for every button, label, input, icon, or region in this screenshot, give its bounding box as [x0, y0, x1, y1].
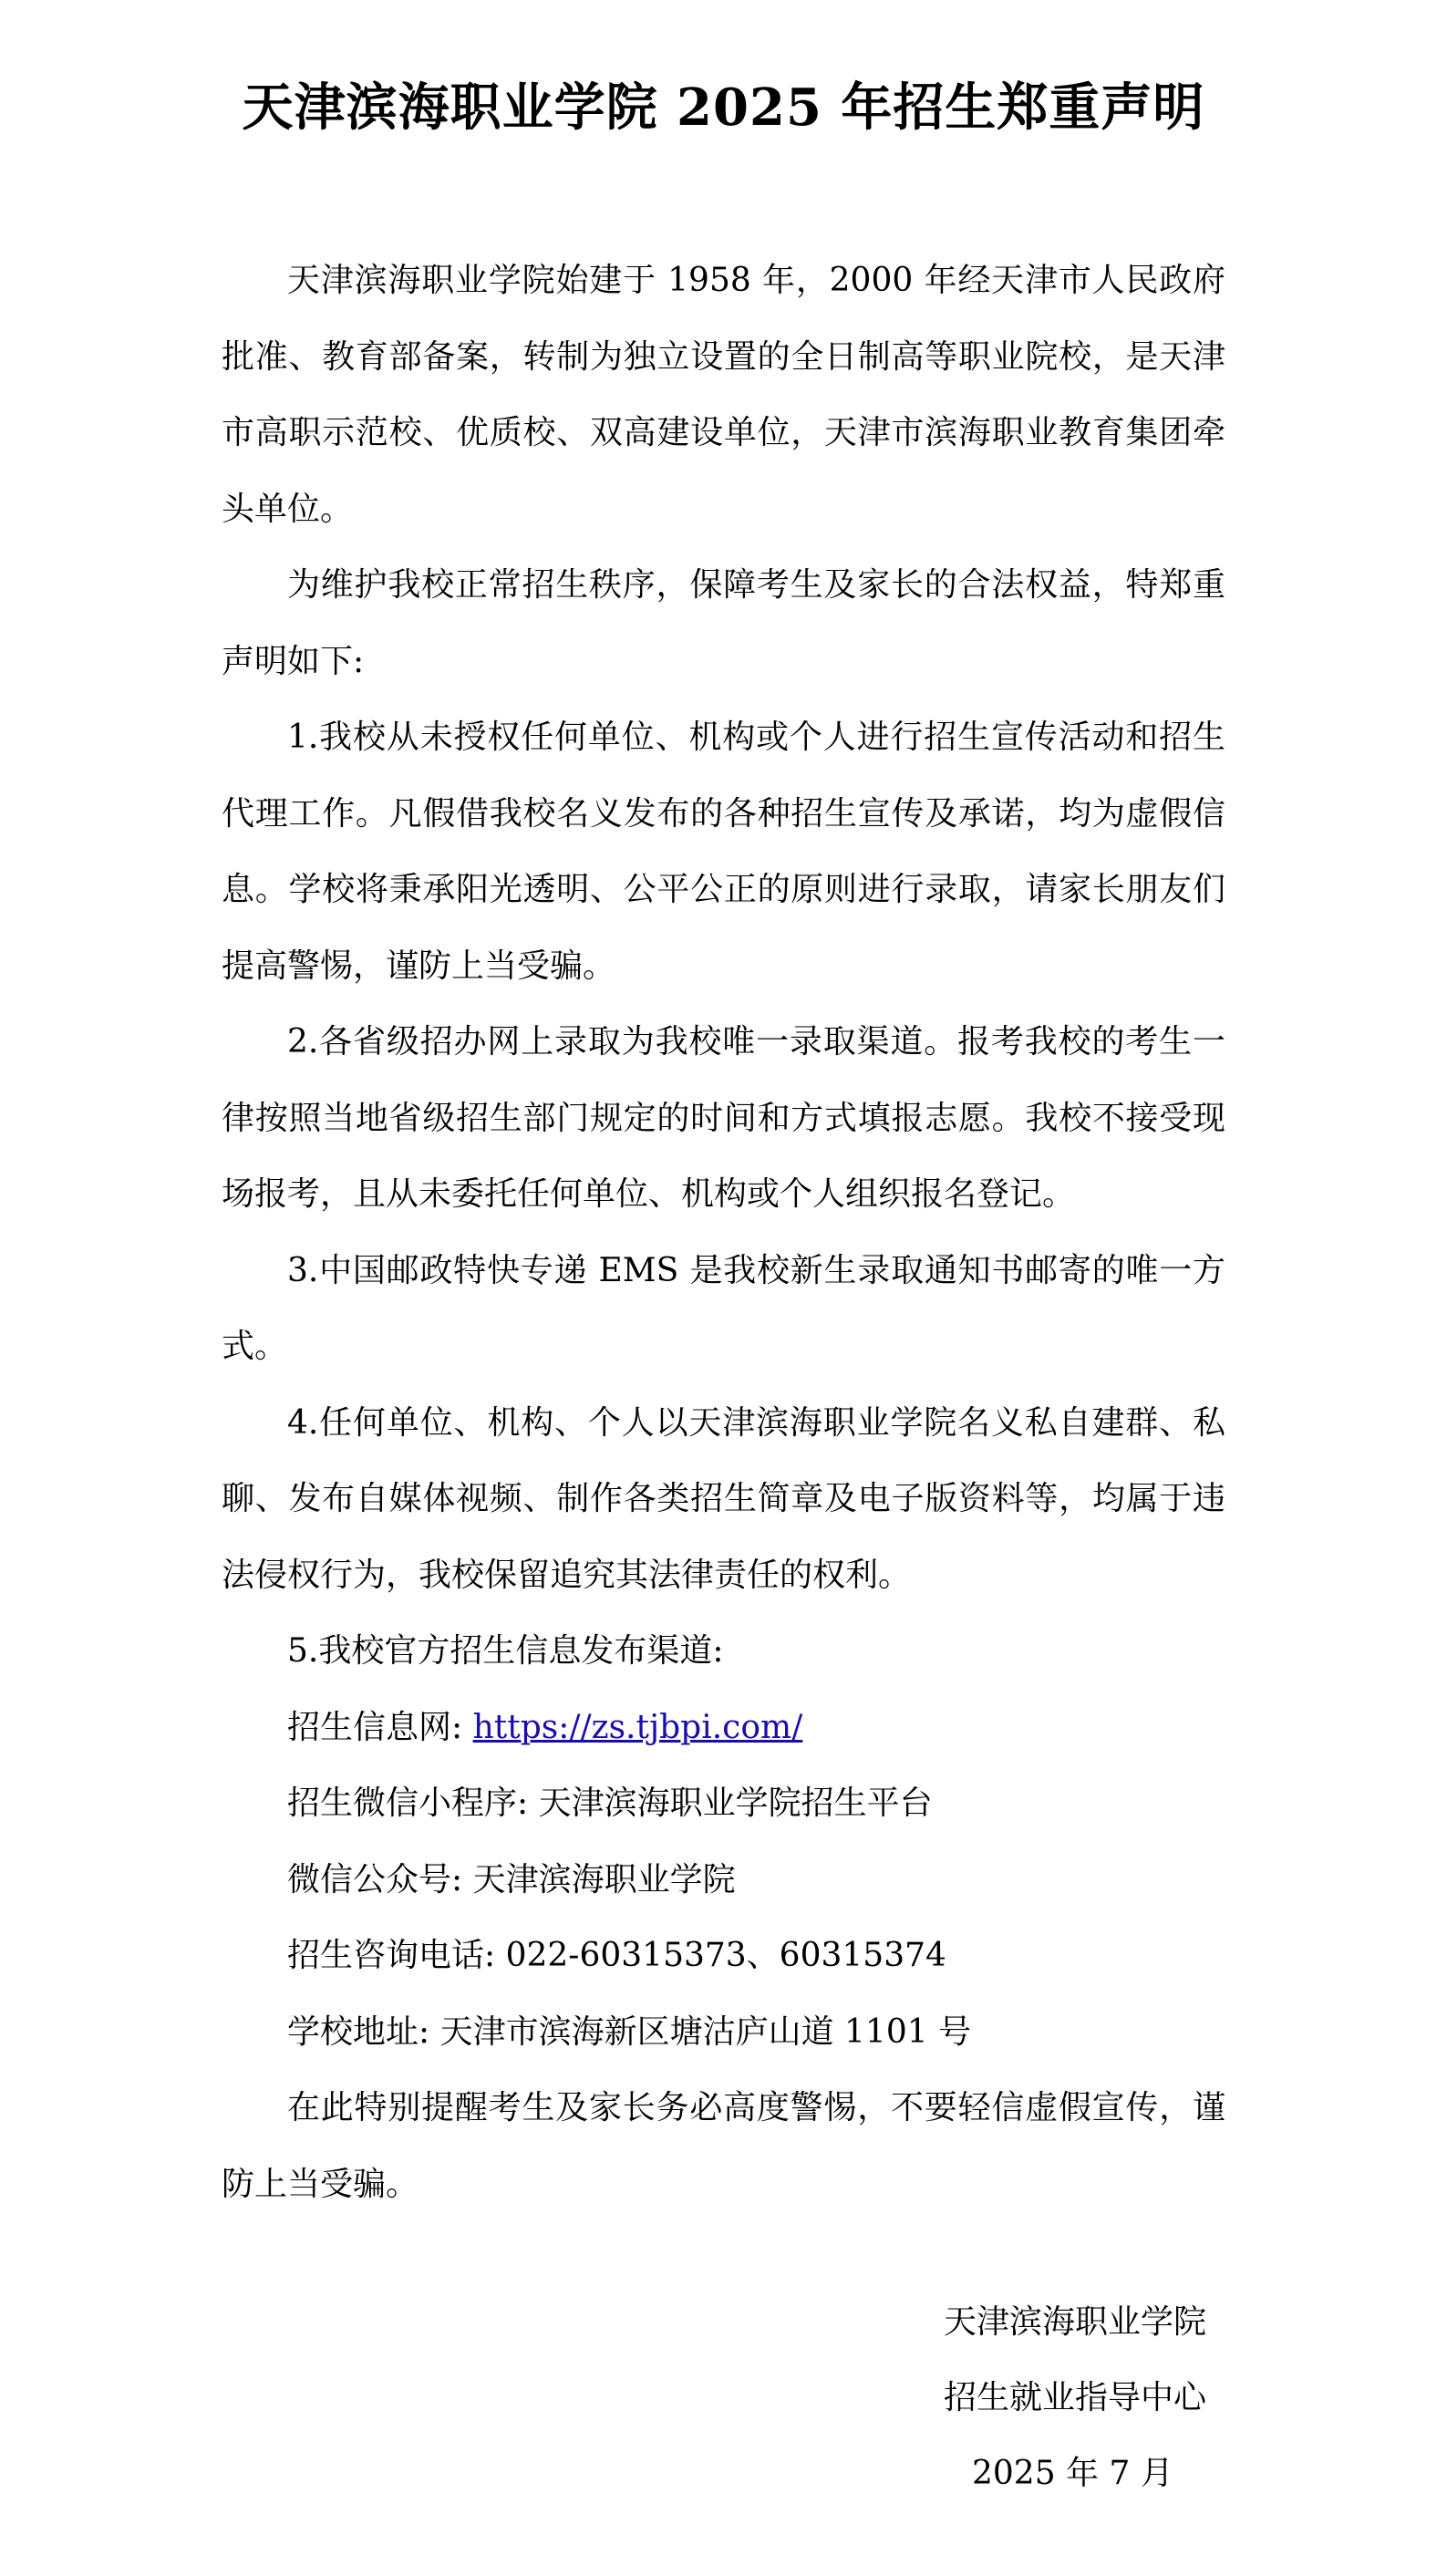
signature-date: 2025 年 7 月 [972, 2455, 1173, 2492]
statement-item-1: 1.我校从未授权任何单位、机构或个人进行招生宣传活动和招生代理工作。凡假借我校名义发布的各种招生宣传及承诺，均为虚假信息。学校将秉承阳光透明、公平公正的原则进行录取，请家长朋友们提高警惕，谨防上当受骗。 [222, 719, 1225, 985]
signature-org: 天津滨海职业学院 [944, 2303, 1207, 2341]
channel-website [222, 1690, 1225, 1766]
intro-paragraph: 天津滨海职业学院始建于 1958 年，2000 年经天津市人民政府批准、教育部备案，转制为独立设置的全日制高等职业院校，是天津市高职示范校、优质校、双高建设单位，天津市滨海职业教育集团牵头单位。 [222, 262, 1225, 528]
statement-item-4: 4.任何单位、机构、个人以天津滨海职业学院名义私自建群、私聊、发布自媒体视频、制作各类招生简章及电子版资料等，均属于违法侵权行为，我校保留追究其法律责任的权利。 [222, 1403, 1225, 1594]
channel-official-account: 微信公众号: 天津滨海职业学院 [287, 1860, 736, 1898]
channel-miniprogram: 招生微信小程序: 天津滨海职业学院招生平台 [287, 1785, 933, 1822]
channel-address: 学校地址: 天津市滨海新区塘沽庐山道 1101 号 [287, 2012, 972, 2051]
channel-phone: 招生咨询电话: 022-60315373、60315374 [287, 1937, 946, 1974]
statement-item-3: 3.中国邮政特快专递 EMS 是我校新生录取通知书邮寄的唯一方式。 [222, 1251, 1225, 1365]
closing-paragraph: 在此特别提醒考生及家长务必高度警惕，不要轻信虚假宣传，谨防上当受骗。 [222, 2089, 1225, 2203]
statement-body [222, 243, 1225, 2222]
page-title: 天津滨海职业学院 2025 年招生郑重声明 [242, 78, 1205, 138]
website-link[interactable]: https://zs.tjbpi.com/ [472, 1708, 803, 1746]
statement-item-5: 5.我校官方招生信息发布渠道: [287, 1632, 724, 1670]
signature-dept: 招生就业指导中心 [944, 2379, 1207, 2416]
website-label: 招生信息网: [287, 1708, 463, 1746]
purpose-paragraph: 为维护我校正常招生秩序，保障考生及家长的合法权益，特郑重声明如下: [222, 566, 1225, 680]
statement-item-2: 2.各省级招办网上录取为我校唯一录取渠道。报考我校的考生一律按照当地省级招生部门规定的时间和方式填报志愿。我校不接受现场报考，且从未委托任何单位、机构或个人组织报名登记。 [222, 1023, 1225, 1213]
